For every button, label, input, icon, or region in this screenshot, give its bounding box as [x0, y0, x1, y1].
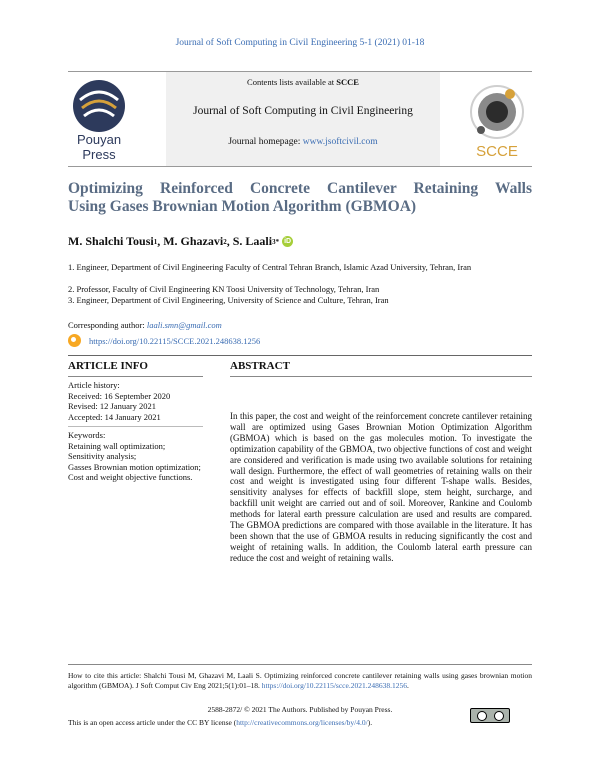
corresponding-author	[68, 320, 222, 330]
citation-doi-link[interactable]: https://doi.org/10.22115/scce.2021.248638.1256	[261, 680, 407, 690]
citation-box	[68, 664, 532, 690]
license-suffix: ).	[367, 718, 373, 727]
doi-icon	[68, 334, 81, 347]
pouyan-logo-text: Pouyan	[76, 132, 122, 147]
accepted-date: Accepted: 14 January 2021	[68, 411, 161, 422]
section-divider	[68, 355, 532, 356]
scce-logo-graphic	[462, 78, 532, 164]
title-line-1: Optimizing Reinforced Concrete Cantilever Retaining Walls	[68, 180, 532, 197]
author-sep-2: ,	[226, 234, 233, 248]
license-link[interactable]: http://creativecommons.org/licenses/by/4.0/	[236, 718, 368, 727]
citation-tail: .	[406, 680, 409, 690]
author-list	[68, 234, 293, 249]
doi-row	[68, 334, 260, 347]
license-prefix: This is an open access article under the CC BY license (	[68, 718, 237, 727]
journal-masthead	[68, 71, 532, 167]
affiliation-2: 2. Professor, Faculty of Civil Engineering KN Toosi University of Technology, Tehran, Iran	[68, 284, 380, 294]
contents-prefix: Contents lists available at	[247, 77, 335, 87]
scce-logo	[462, 78, 532, 164]
abstract	[230, 360, 532, 564]
author-1-sup: 1	[153, 237, 158, 246]
pouyan-press-logo	[68, 78, 130, 164]
copyright-line: 2588-2872/ © 2021 The Authors. Published by Pouyan Press.	[207, 705, 393, 714]
contents-line	[166, 77, 440, 87]
cc-by-icon[interactable]	[470, 708, 510, 723]
running-head: Journal of Soft Computing in Civil Engineering 5-1 (2021) 01-18	[175, 38, 425, 48]
abstract-text: In this paper, the cost and weight of the reinforcement concrete cantilever retaining wall are optimized using Gases Brownian Motion Optimization Algorithm (GBMOA) which is based on the gas molecules motion. To investigate the optimization capability of the GBMOA, two objective functions of cost and weight are considered and verification is made using two available solutions for retaining wall design. Furthermore, the effect of wall geometries of retaining walls on their cost and weight is investigated using four different T-shape walls. Besides, sensitivity analyses for effects of backfill slope, stem height, surcharge, and backfill unit weight are carried out and of soil. Moreover, Rankine and Coulomb methods for lateral earth pressure calculation are used and results are compared. The GBMOA predictions are compared with those available in the literature. It has been shown that the use of GBMOA results in reducing significantly the cost and weight of retaining walls. In addition, the Coulomb lateral earth pressure can reduce the cost and weight of retaining walls.	[230, 411, 532, 563]
corresponding-email-link[interactable]: laali.smn@gmail.com	[146, 320, 222, 330]
author-3: S. Laali	[232, 234, 273, 248]
license-line	[68, 718, 372, 727]
article-title	[68, 180, 532, 216]
homepage-link[interactable]: www.jsoftcivil.com	[302, 137, 378, 147]
keywords	[68, 430, 203, 483]
affiliation-3: 3. Engineer, Department of Civil Engineering, University of Science and Culture, Tehran, Iran	[68, 295, 389, 305]
journal-name: Journal of Soft Computing in Civil Engineering	[193, 105, 413, 117]
corresponding-label: Corresponding author:	[68, 320, 145, 330]
author-1: M. Shalchi Tousi	[68, 234, 154, 248]
cc-icon	[477, 711, 487, 721]
author-2-sup: 2	[223, 237, 227, 246]
by-icon	[494, 711, 504, 721]
article-info	[68, 360, 203, 483]
keywords-label: Keywords:	[68, 430, 106, 440]
article-history	[68, 380, 203, 427]
citation-text: How to cite this article: Shalchi Tousi M, Ghazavi M, Laali S. Optimizing reinforced concrete cantilever retaining walls using gases brownian motion algorithm (GBMOA). J Soft Comput Civ Eng 2021;5(1):01–18.	[68, 671, 532, 690]
received-date: Received: 16 September 2020	[68, 390, 171, 401]
keyword-item: Retaining wall optimization;	[68, 440, 166, 451]
journal-homepage	[166, 137, 440, 147]
pouyan-press-logo-graphic	[68, 78, 130, 164]
author-2: M. Ghazavi	[163, 234, 224, 248]
orcid-icon[interactable]: iD	[284, 238, 292, 245]
abstract-heading: ABSTRACT	[230, 360, 532, 377]
history-label: Article history:	[68, 380, 120, 390]
keyword-item: Sensitivity analysis;	[68, 451, 137, 461]
keyword-item: Cost and weight objective functions.	[68, 472, 193, 482]
revised-date: Revised: 12 January 2021	[68, 401, 157, 411]
keyword-item: Gasses Brownian motion optimization;	[68, 461, 201, 472]
masthead-center	[166, 72, 440, 166]
article-info-heading: ARTICLE INFO	[68, 360, 203, 377]
press-logo-text: Press	[82, 147, 116, 162]
scce-logo-text: SCCE	[476, 143, 518, 160]
title-line-2: Using Gases Brownian Motion Algorithm (GBMOA)	[68, 198, 417, 215]
doi-link[interactable]: https://doi.org/10.22115/SCCE.2021.248638.1256	[89, 335, 261, 346]
author-sep-1: ,	[157, 234, 164, 248]
affiliation-1: 1. Engineer, Department of Civil Engineering Faculty of Central Tehran Branch, Islamic Azad University, Tehran, Iran	[68, 262, 472, 272]
contents-brand: SCCE	[336, 77, 359, 87]
author-3-sup: 3*	[272, 237, 280, 246]
homepage-label: Journal homepage:	[228, 137, 301, 147]
